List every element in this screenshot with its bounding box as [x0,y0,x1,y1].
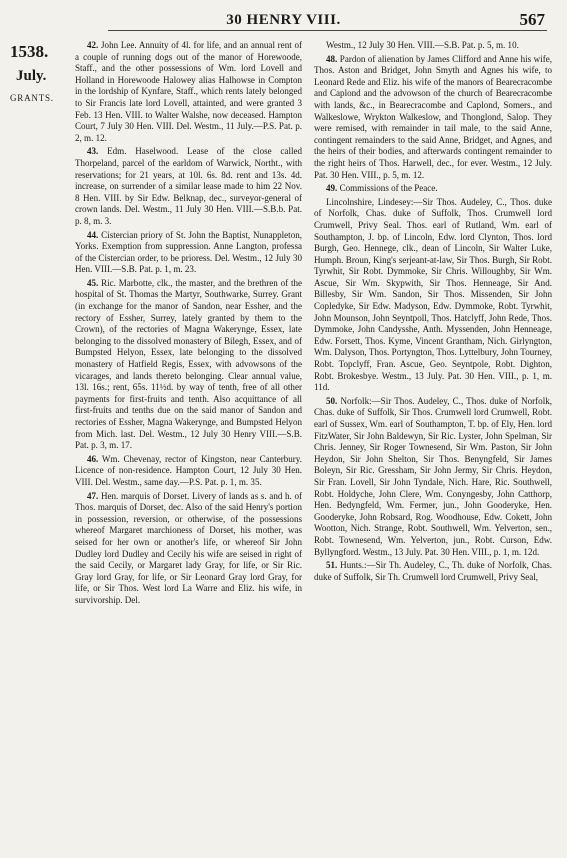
calendar-entry [75,491,302,607]
entry-text: Ric. Marbotte, clk., the master, and the brethren of the hospital of St. Thomas the Martyr, Southwarke, Surrey. Grant (in exchange for the manor of Sandon, near Essher, and the rectory of Essher, Surrey, lately granted by them to the Crown), of the rectories of Magna Wakerynge, Essex, late belonging to the dissolved monastery of Bilegh, Essex, and of Bumpsted Helyon, Essex, late belonging to the dissolved monastery of Hatfield Regis, Essex, with advowsons of the vicarages, and lands thereto belonging. Clear annual value, 13l. 16s.; rent, 65s. 11½d. by way of tenth, free of all other payments for first-fruits and tenth. Also acquittance of all first-fruits and tenths due on the said manor of Sandon and rectories of Essher, Magna Wakerynge, and Bumpsted Helyon from Mich. last. Del. Westm., 12 July 30 Henry VIII.—S.B. Pat. p. 3, m. 17. [75,277,302,451]
header-rule [108,30,547,31]
margin-notes [10,34,70,103]
entry-number: 45. [87,277,99,288]
calendar-entry [75,454,302,489]
entry-text: John Lee. Annuity of 4l. for life, and an annual rent of a couple of running dogs out of the manor of Horewoode, Staff., and the other possessions of Wm. lord Lovell and Holland in Horewoode Halowey alias Halhowse in Compton in the lordship of Kynfare, Staff., which rents lately belonged to Sir Francis late lord Lovell, attainted, and were granted 3 Feb. 13 Hen. VIII. to Walter Walshe, now deceased. Hampton Court, 7 July 30 Hen. VIII. Del. Westm., 11 July.—P.S. Pat. p. 2, m. 12. [75,40,302,143]
page-number: 567 [519,10,545,29]
entry-number: 47. [87,490,99,501]
entry-text: Hunts.:—Sir Th. Audeley, C., Th. duke of Norfolk, Chas. duke of Suffolk, Sir Th. Crumwell lord Crumwell, Privy Seal, [314,560,552,582]
entry-text: Edm. Haselwood. Lease of the close called Thorpeland, parcel of the earldom of Warwick, Northt., with reservations; for 21 years, at 10l. 6s. 8d. rent and 13s. 4d. increase, on surrender of a similar lease made to him 22 Nov. 8 Hen. VIII. by Sir Edw. Belknap, dec., surveyor-general of crown lands. Del. Westm., 11 July 30 Hen. VIII.—S.B.b. Pat. p. 8, m. 3. [75,146,303,226]
calendar-entry [314,40,552,52]
margin-month: July. [16,68,47,84]
entry-text: Westm., 12 July 30 Hen. VIII.—S.B. Pat. p. 5, m. 10. [326,40,519,50]
entry-number: 42. [87,40,99,50]
entry-text: Cistercian priory of St. John the Baptist, Nunappleton, Yorks. Exemption from suppression. Anne Langton, professa of the Cistercian order, to be prioress. Del. Westm., 12 July 30 Hen. VIII.—S.B. Pat. p. 1, m. 23. [75,229,303,275]
entry-number: 43. [87,146,99,157]
calendar-entry [314,197,552,394]
calendar-entry [75,230,302,276]
entry-text: Lincolnshire, Lindesey:—Sir Thos. Audeley, C., Thos. duke of Norfolk, Chas. duke of Suffolk, Thos. Crumwell lord Crumwell, Privy Seal. Thos. earl of Rutland, Wm. earl of Southampton, J. bp. of Lincoln, Edw. lord Clynton, Thos. lord Burgh, Geo. Hennege, clk., dean of Lincoln, Sir Walter Luke, Humph. Broun, King's serjeant-at-law, Sir Thos. Burgh, Sir Robt. Tyrwhit, Sir Robt. Dymmoke, Sir Chris. Willoughby, Sir Wm. Ascue, Sir Wm. Skypwith, Sir Thos. Henneage, Sir And. Billesby, Sir Wm. Sandon, Sir Thos. Missenden, Sir John Copledyke, Sir Edw. Madyson, Edw. Dymmoke, Robt. Tyrwhit, John Mounson, John Seyntpoll, Thos. Hatclyff, John Rede, Thos. Dymmoke, John Candysshe, Anth. Myssenden, John Henneage, Edw. Forsett, Thos. Kyme, Vincent Grantham, Nich. Girlyngton, Wm. Dalyson, Thos. Portyngton, Thos. Lyttelbury, John Tourney, Robt. Topclyff, Fran. Ascue, Geo. Seyntpole, Robt. Dighton, Robt. Brokesbye. Westm., 13 July. Pat. 30 Hen. VIII., p. 1, m. 11d. [314,196,552,393]
entry-text: Hen. marquis of Dorset. Livery of lands as s. and h. of Thos. marquis of Dorset, dec. Also of the said Henry's portion in possession, reversion, or otherwise, of the possessions whereof Margaret marchioness of Dorset, his mother, was seised for her own or another's life, or whereof Sir John Dudley lord Dudley and Cecily his wife are seised in right of the said Cecily, or Margaret lady Gray, for life, or Sir Ric. Gray lord Gray, for life, or Sir Leonard Gray lord Gray, for life, or Sir Thos. West lord La Warre and Eliz. his wife, in survivorship. Del. [75,490,302,605]
entry-number: 51. [326,560,338,571]
entry-number: 50. [326,395,338,406]
entry-number: 49. [326,183,338,194]
calendar-entry [314,396,552,558]
entry-text: Pardon of alienation by James Clifford and Anne his wife, Thos. Aston and Bridget, John Smyth and Agnes his wife, to Leonard Rede and Eliz. his wife of the manors of Bearecracombe and Caplond and the advowson of the church of Bearecracombe with lands, &c., in Bearecracombe and Caplond, Somers., and Walkeslowe, Wrykton Walkeslow, and Thonglond, Salop. They were remised, with remainder in tail male, to the said Anne, contingent remainders to the said Anne, Bridget, and Agnes, and the heirs of their bodies, and afterwards contingent remainder to the right heirs of Thos. Harwell, dec., for ever. Westm., 12 July. Pat. 30 Hen. VIII., p. 5, m. 12. [314,53,552,180]
calendar-entry [75,40,302,144]
entry-text: Norfolk:—Sir Thos. Audeley, C., Thos. duke of Norfolk, Chas. duke of Suffolk, Sir Thos. Crumwell lord Crumwell, Robt. earl of Sussex, Wm. earl of Southampton, T. bp. of Ely, Hen. lord FitzWater, Sir John Baldewyn, Sir Ric. Lyster, John Spelman, Sir Chris. Jenney, Sir Roger Townesend, Sir Wm. Paston, Sir John Heydon, Sir John Shelton, Sir Thos. Benyngfeld, Sir James Boleyn, Sir Ric. Gressham, Sir John Jermy, Sir Chris. Heydon, Sir Fran. Lovell, Sir John Tyndale, Nich. Hare, Ric. Southwell, Robt. Holdyche, John Clere, Wm. Conyngesby, John Catthorp, Hen. Bedyngfeld, Wm. Fermer, jun., John Gooderyke, Hen. Gooderyke, John Robsard, Rog. Woodhouse, Edw. Cokett, John Wootton, Nich. Strange, Robt. Southwell, Wm. Yelverton, sen., Robt. Townesend, Wm. Yelverton, jun., Robt. Curson, Edw. Byllyngford. Westm., 13 July. Pat. 30 Hen. VIII., p. 1, m. 12d. [314,395,552,557]
page-header [0,6,567,28]
calendar-entry [314,183,552,195]
left-column [75,40,302,609]
entry-number: 46. [87,453,99,464]
entry-text: Wm. Chevenay, rector of Kingston, near Canterbury. Licence of non-residence. Hampton Court, 12 July 30 Hen. VIII. Del. Westm., same day.—P.S. Pat. p. 1, m. 35. [75,453,302,487]
running-title: 30 HENRY VIII. [226,12,341,28]
margin-year: 1538. [10,42,49,61]
right-column [314,40,552,585]
entry-text: Commissions of the Peace. [339,183,438,194]
calendar-entry [75,146,302,227]
calendar-entry [75,278,302,452]
entry-number: 44. [87,229,99,240]
calendar-entry [314,54,552,182]
calendar-entry [314,560,552,583]
margin-section: GRANTS. [10,93,54,103]
entry-number: 48. [326,53,338,64]
